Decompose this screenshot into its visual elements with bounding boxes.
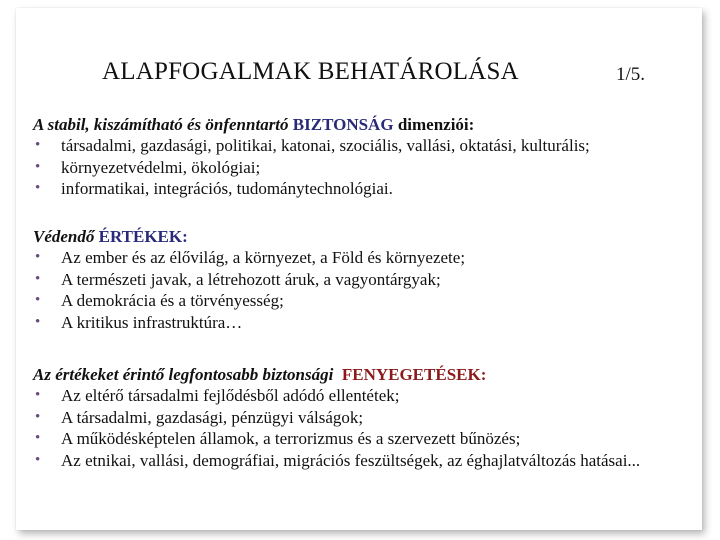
- heading-italic-text: Védendő: [33, 227, 99, 246]
- threats-heading: [33, 364, 713, 385]
- bullet-icon: •: [35, 270, 41, 287]
- list-item: • környezetvédelmi, ökológiai;: [35, 157, 261, 177]
- threats-section: [33, 364, 713, 471]
- list-item: • társadalmi, gazdasági, politikai, katonai, szociális, vallási, oktatási, kulturális;: [35, 136, 590, 155]
- list-item: • Az etnikai, vallási, demográfiai, migrációs feszültségek, az éghajlatváltozás hatásai...: [35, 450, 641, 470]
- bullet-icon: •: [35, 249, 41, 265]
- bullet-icon: •: [35, 451, 41, 468]
- list-item: • A kritikus infrastruktúra…: [35, 312, 243, 332]
- protected-values-heading: [33, 226, 713, 247]
- title-row: [0, 50, 720, 90]
- heading-emphasis: ÉRTÉKEK:: [98, 227, 188, 246]
- heading-italic-text: Az értékeket érintő legfontosabb biztonsági: [33, 365, 342, 384]
- page-number: 1/5.: [616, 64, 646, 85]
- threats-list: [33, 385, 713, 471]
- list-item: • A társadalmi, gazdasági, pénzügyi válságok;: [35, 407, 364, 427]
- list-item: • Az eltérő társadalmi fejlődésből adódó ellentétek;: [35, 386, 400, 405]
- heading-emphasis: BIZTONSÁG: [292, 115, 394, 134]
- bullet-icon: •: [35, 408, 41, 425]
- protected-values-list: [33, 247, 713, 333]
- bullet-icon: •: [35, 180, 41, 196]
- slide-title: ALAPFOGALMAK BEHATÁROLÁSA: [102, 58, 519, 85]
- security-dimensions-heading: [33, 114, 713, 135]
- heading-italic-text: A stabil, kiszámítható és önfenntartó: [33, 115, 293, 134]
- list-item: • Az ember és az élővilág, a környezet, a Föld és környezete;: [35, 248, 466, 267]
- list-item: • informatikai, integrációs, tudománytechnológiai.: [35, 179, 393, 198]
- protected-values-section: [33, 226, 713, 333]
- heading-emphasis: FENYEGETÉSEK:: [341, 365, 487, 384]
- bullet-icon: •: [35, 387, 41, 403]
- bullet-icon: •: [35, 158, 41, 175]
- bullet-icon: •: [35, 292, 41, 308]
- bullet-icon: •: [35, 313, 41, 330]
- security-dimensions-section: [33, 114, 713, 200]
- list-item: • A működésképtelen államok, a terrorizmus és a szervezett bűnözés;: [35, 429, 521, 448]
- list-item: • A demokrácia és a törvényesség;: [35, 291, 284, 310]
- heading-tail: dimenziói:: [393, 115, 475, 134]
- list-item: • A természeti javak, a létrehozott áruk, a vagyontárgyak;: [35, 269, 441, 289]
- security-dimensions-list: [33, 135, 713, 200]
- bullet-icon: •: [35, 137, 41, 153]
- bullet-icon: •: [35, 430, 41, 446]
